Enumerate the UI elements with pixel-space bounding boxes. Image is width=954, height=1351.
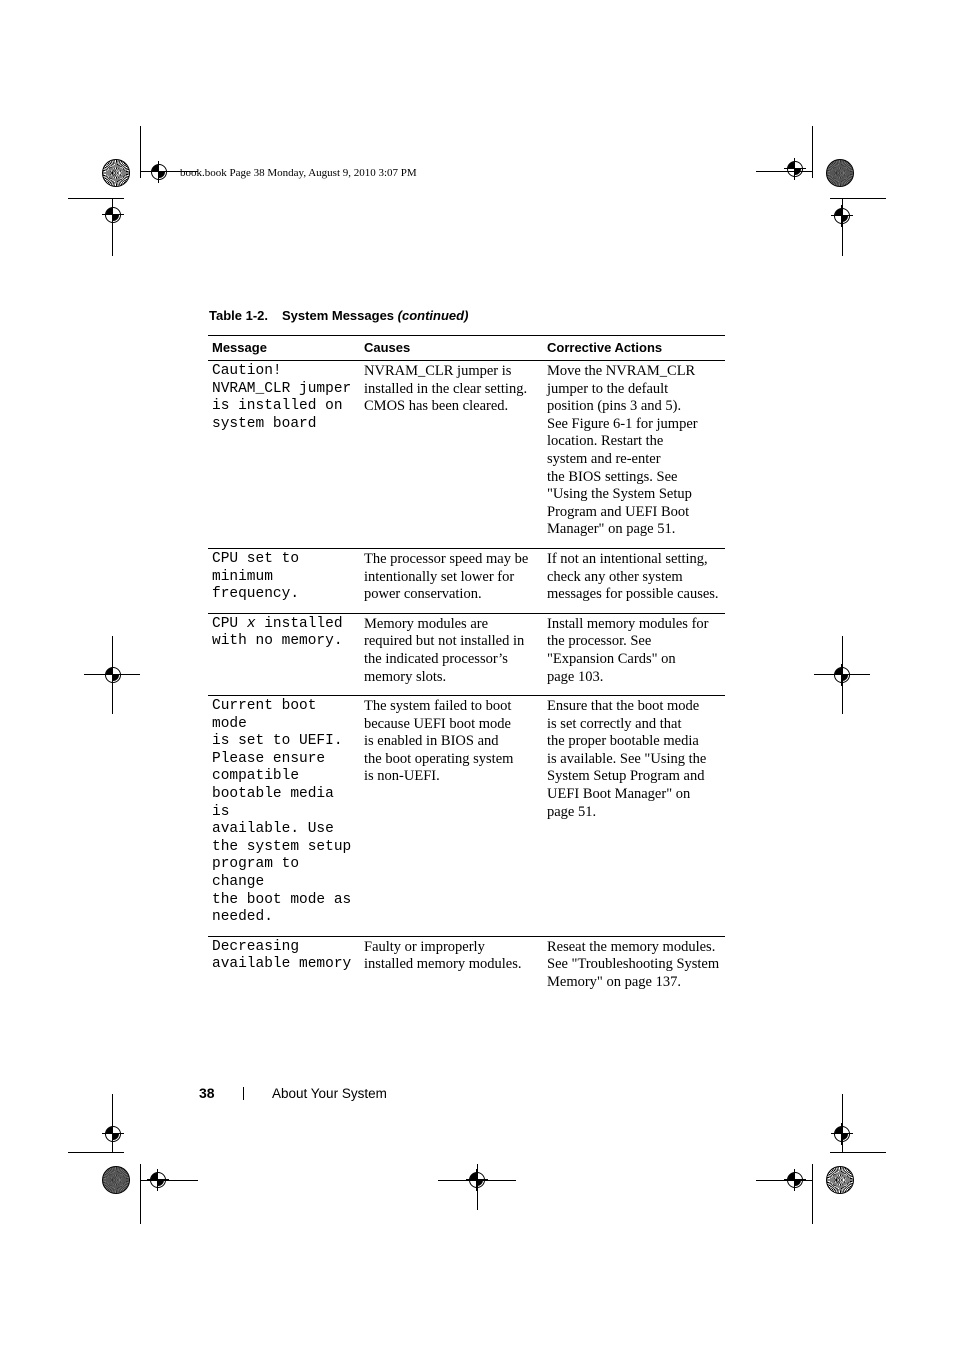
- table-number: Table 1-2.: [209, 308, 269, 323]
- causes-cell: Faulty or improperly installed memory modules.: [364, 938, 522, 973]
- message-text: CPU: [212, 615, 247, 632]
- message-cell: Decreasing available memory: [212, 938, 352, 973]
- actions-cell: Move the NVRAM_CLR jumper to the default position (pins 3 and 5). See Figure 6-1 for jumper location. Restart the system and re-enter the BIOS settings. See "Using the System Setup Program and UEFI Boot Manager" on page 51.: [543, 361, 725, 549]
- registration-crosshair-icon: [831, 1123, 853, 1145]
- message-cell: [208, 613, 360, 695]
- running-footer-title: About Your System: [272, 1086, 387, 1101]
- message-cell: Current boot mode is set to UEFI. Please ensure compatible bootable media is available. Use the system setup program to change the boot mode as needed.: [208, 696, 360, 937]
- table-row: [208, 936, 725, 1000]
- column-header-causes: Causes: [360, 336, 543, 361]
- registration-crosshair-icon: [466, 1169, 488, 1191]
- table-row: [208, 548, 725, 613]
- message-cell: Caution! NVRAM_CLR jumper is installed on system board: [208, 361, 360, 549]
- system-messages-table: [208, 335, 725, 1001]
- causes-cell: The system failed to boot because UEFI boot mode is enabled in BIOS and the boot operating system is non-UEFI.: [360, 696, 543, 937]
- column-header-message: Message: [208, 336, 360, 361]
- registration-sunburst-icon: [826, 159, 854, 187]
- registration-sunburst-icon: [102, 159, 130, 187]
- registration-crosshair-icon: [831, 205, 853, 227]
- registration-crosshair-icon: [784, 1169, 806, 1191]
- table-continued-note: (continued): [397, 308, 469, 323]
- actions-cell: Ensure that the boot mode is set correctly and that the proper bootable media is available. See "Using the System Setup Program and UEFI Boot Manager" on page 51.: [543, 696, 725, 937]
- column-header-corrective-actions: Corrective Actions: [543, 336, 725, 361]
- actions-cell: Reseat the memory modules. See "Troubleshooting System Memory" on page 137.: [547, 938, 720, 990]
- registration-crosshair-icon: [102, 204, 124, 226]
- causes-cell: Memory modules are required but not installed in the indicated processor’s memory slots.: [360, 613, 543, 695]
- actions-cell: Install memory modules for the processor. See "Expansion Cards" on page 103.: [543, 613, 725, 695]
- causes-cell: NVRAM_CLR jumper is installed in the clear setting. CMOS has been cleared.: [360, 361, 543, 549]
- footer-divider: [243, 1087, 244, 1100]
- message-text: installed with no memory.: [212, 615, 343, 650]
- table-header-row: [208, 336, 725, 361]
- table-title: System Messages: [282, 308, 395, 323]
- registration-crosshair-icon: [784, 158, 806, 180]
- print-slug: book.book Page 38 Monday, August 9, 2010 3:07 PM: [180, 167, 417, 179]
- registration-crosshair-icon: [102, 664, 124, 686]
- causes-cell: The processor speed may be intentionally set lower for power conservation.: [360, 548, 543, 613]
- actions-cell: If not an intentional setting, check any other system messages for possible causes.: [543, 548, 725, 613]
- registration-sunburst-icon: [826, 1166, 854, 1194]
- table-row: [208, 696, 725, 937]
- message-variable: x: [246, 615, 256, 632]
- registration-crosshair-icon: [147, 1169, 169, 1191]
- table-caption: [209, 308, 468, 323]
- table-row: [208, 613, 725, 695]
- registration-sunburst-icon: [102, 1166, 130, 1194]
- registration-crosshair-icon: [102, 1123, 124, 1145]
- page-number: 38: [199, 1085, 215, 1101]
- registration-crosshair-icon: [148, 161, 170, 183]
- table-row: [208, 361, 725, 549]
- message-cell: CPU set to minimum frequency.: [208, 548, 360, 613]
- registration-crosshair-icon: [831, 664, 853, 686]
